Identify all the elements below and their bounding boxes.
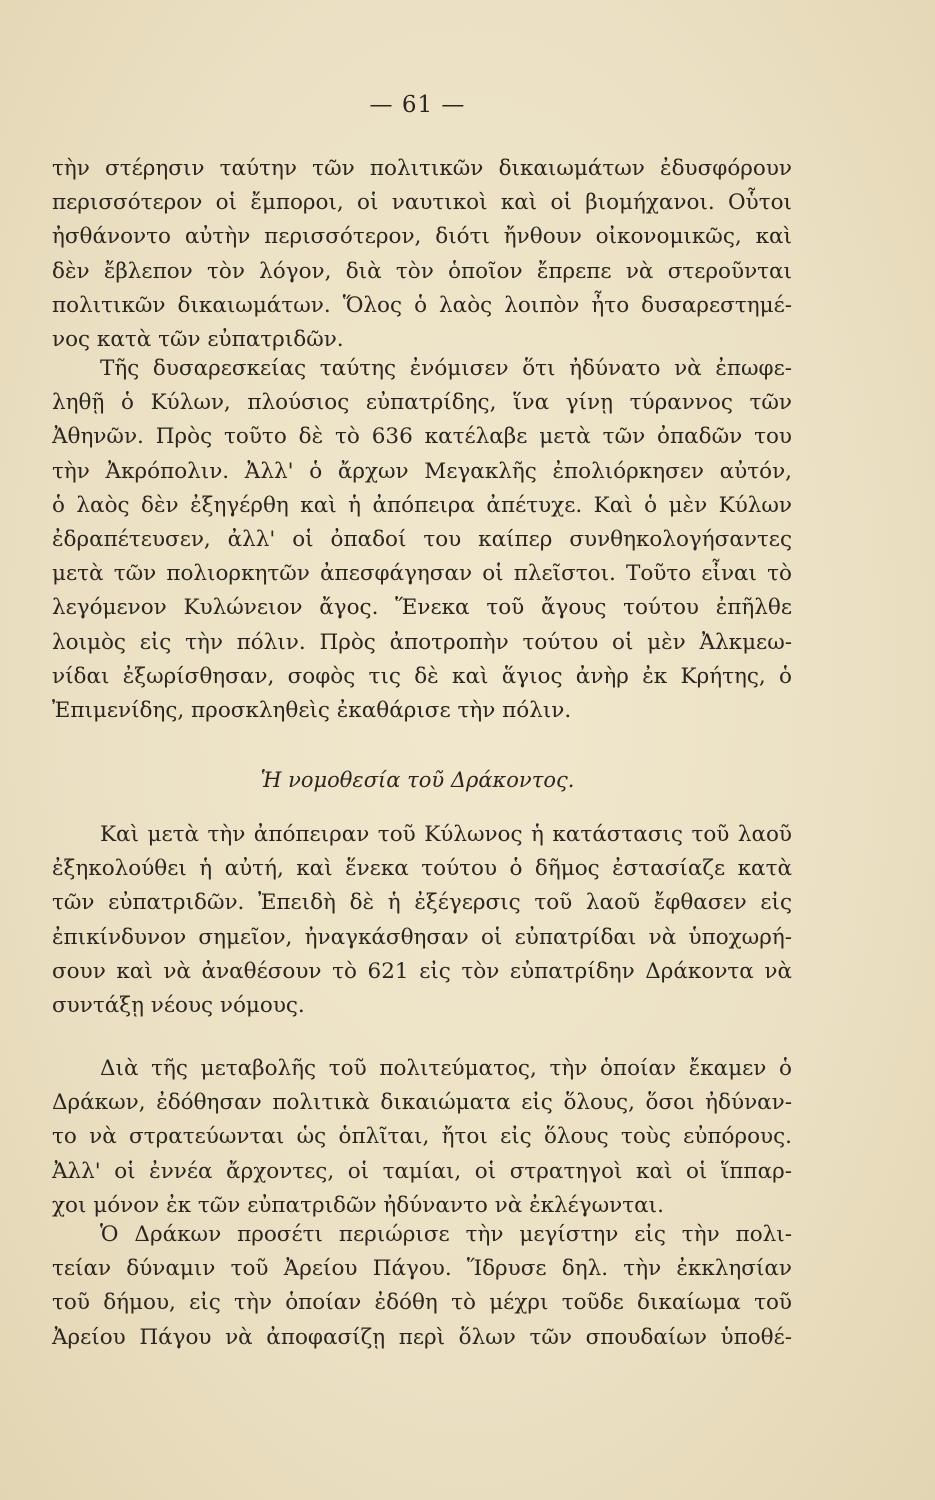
text-line: περισσότερον οἱ ἔμποροι, οἱ ναυτικοὶ καὶ οἱ βιομήχανοι. Οὗτοι bbox=[52, 190, 792, 216]
paragraph-1 bbox=[52, 152, 792, 357]
text-line: λοιμὸς εἰς τὴν πόλιν. Πρὸς ἀποτροπὴν τούτου οἱ μὲν Ἀλκμεω- bbox=[52, 629, 792, 655]
text-line: Ὁ Δράκων προσέτι περιώρισε τὴν μεγίστην εἰς τὴν πολι- bbox=[100, 1222, 792, 1247]
text-line: νος κατὰ τῶν εὐπατριδῶν. bbox=[52, 327, 344, 353]
text-line: ληθῇ ὁ Κύλων, πλούσιος εὐπατρίδης, ἵνα γίνῃ τύραννος τῶν bbox=[52, 390, 792, 416]
text-line: πολιτικῶν δικαιωμάτων. Ὅλος ὁ λαὸς λοιπὸν ἦτο δυσαρεστημέ- bbox=[52, 292, 792, 318]
text-line: τείαν δύναμιν τοῦ Ἀρείου Πάγου. Ἵδρυσε δηλ. τὴν ἐκκλησίαν bbox=[52, 1256, 792, 1282]
text-line: ὁ λαὸς δὲν ἐξηγέρθη καὶ ἡ ἀπόπειρα ἀπέτυχε. Καὶ ὁ μὲν Κύλων bbox=[52, 492, 792, 518]
text-line: συντάξῃ νέους νόμους. bbox=[52, 993, 305, 1019]
text-line: λεγόμενον Κυλώνειον ἄγος. Ἕνεκα τοῦ ἄγους τούτου ἐπῆλθε bbox=[52, 595, 792, 621]
paragraph-3 bbox=[52, 818, 792, 1023]
section-heading: Ἡ νομοθεσία τοῦ Δράκοντος. bbox=[260, 768, 575, 792]
text-line: ἠσθάνοντο αὐτὴν περισσότερον, διότι ἤνθουν οἰκονομικῶς, καὶ bbox=[52, 224, 792, 250]
text-line: Ἐπιμενίδης, προσκληθεὶς ἐκαθάρισε τὴν πόλιν. bbox=[52, 698, 572, 724]
page-number: — 61 — bbox=[369, 92, 466, 118]
text-line: το νὰ στρατεύωνται ὡς ὁπλῖται, ἤτοι εἰς ὅλους τοὺς εὐπόρους. bbox=[52, 1124, 792, 1150]
text-line: δὲν ἔβλεπον τὸν λόγον, διὰ τὸν ὁποῖον ἔπρεπε νὰ στεροῦνται bbox=[52, 258, 792, 284]
text-line: Ἀρείου Πάγου νὰ ἀποφασίζῃ περὶ ὅλων τῶν σπουδαίων ὑποθέ- bbox=[52, 1324, 792, 1350]
text-line: τοῦ δήμου, εἰς τὴν ὁποίαν ἐδόθη τὸ μέχρι τοῦδε δικαίωμα τοῦ bbox=[52, 1290, 792, 1316]
text-line: ἐδραπέτευσεν, ἀλλ' οἱ ὀπαδοί του καίπερ συνθηκολογήσαντες bbox=[52, 527, 792, 553]
text-line: νίδαι ἐξωρίσθησαν, σοφὸς τις δὲ καὶ ἅγιος ἀνὴρ ἐκ Κρήτης, ὁ bbox=[52, 663, 792, 689]
paragraph-5 bbox=[52, 1218, 792, 1355]
paragraph-2 bbox=[52, 352, 792, 728]
text-line: χοι μόνον ἐκ τῶν εὐπατριδῶν ἠδύναντο νὰ ἐκλέγωνται. bbox=[52, 1192, 664, 1218]
text-line: τῶν εὐπατριδῶν. Ἐπειδὴ δὲ ἡ ἐξέγερσις τοῦ λαοῦ ἔφθασεν εἰς bbox=[52, 890, 792, 916]
text-line: Τῆς δυσαρεσκείας ταύτης ἐνόμισεν ὅτι ἠδύνατο νὰ ἐπωφε- bbox=[100, 356, 792, 381]
text-line: Καὶ μετὰ τὴν ἀπόπειραν τοῦ Κύλωνος ἡ κατάστασις τοῦ λαοῦ bbox=[100, 822, 792, 847]
text-line: Ἀθηνῶν. Πρὸς τοῦτο δὲ τὸ 636 κατέλαβε μετὰ τῶν ὀπαδῶν του bbox=[52, 424, 792, 450]
text-line: τὴν Ἀκρόπολιν. Ἀλλ' ὁ ἄρχων Μεγακλῆς ἐπολιόρκησεν αὐτόν, bbox=[52, 458, 792, 484]
text-line: Διὰ τῆς μεταβολῆς τοῦ πολιτεύματος, τὴν ὁποίαν ἔκαμεν ὁ bbox=[100, 1056, 792, 1081]
text-line: ἐπικίνδυνον σημεῖον, ἠναγκάσθησαν οἱ εὐπατρίδαι νὰ ὑποχωρή- bbox=[52, 924, 792, 950]
text-line: ἐξηκολούθει ἡ αὐτή, καὶ ἕνεκα τούτου ὁ δῆμος ἐστασίαζε κατὰ bbox=[52, 856, 792, 882]
text-line: σουν καὶ νὰ ἀναθέσουν τὸ 621 εἰς τὸν εὐπατρίδην Δράκοντα νὰ bbox=[52, 958, 792, 984]
text-line: Ἀλλ' οἱ ἐννέα ἄρχοντες, οἱ ταμίαι, οἱ στρατηγοὶ καὶ οἱ ἵππαρ- bbox=[52, 1158, 792, 1184]
paragraph-4 bbox=[52, 1052, 792, 1223]
text-line: μετὰ τῶν πολιορκητῶν ἀπεσφάγησαν οἱ πλεῖστοι. Τοῦτο εἶναι τὸ bbox=[52, 561, 792, 587]
text-line: Δράκων, ἐδόθησαν πολιτικὰ δικαιώματα εἰς ὅλους, ὅσοι ἠδύναν- bbox=[52, 1090, 792, 1116]
text-line: τὴν στέρησιν ταύτην τῶν πολιτικῶν δικαιωμάτων ἐδυσφόρουν bbox=[52, 156, 792, 181]
